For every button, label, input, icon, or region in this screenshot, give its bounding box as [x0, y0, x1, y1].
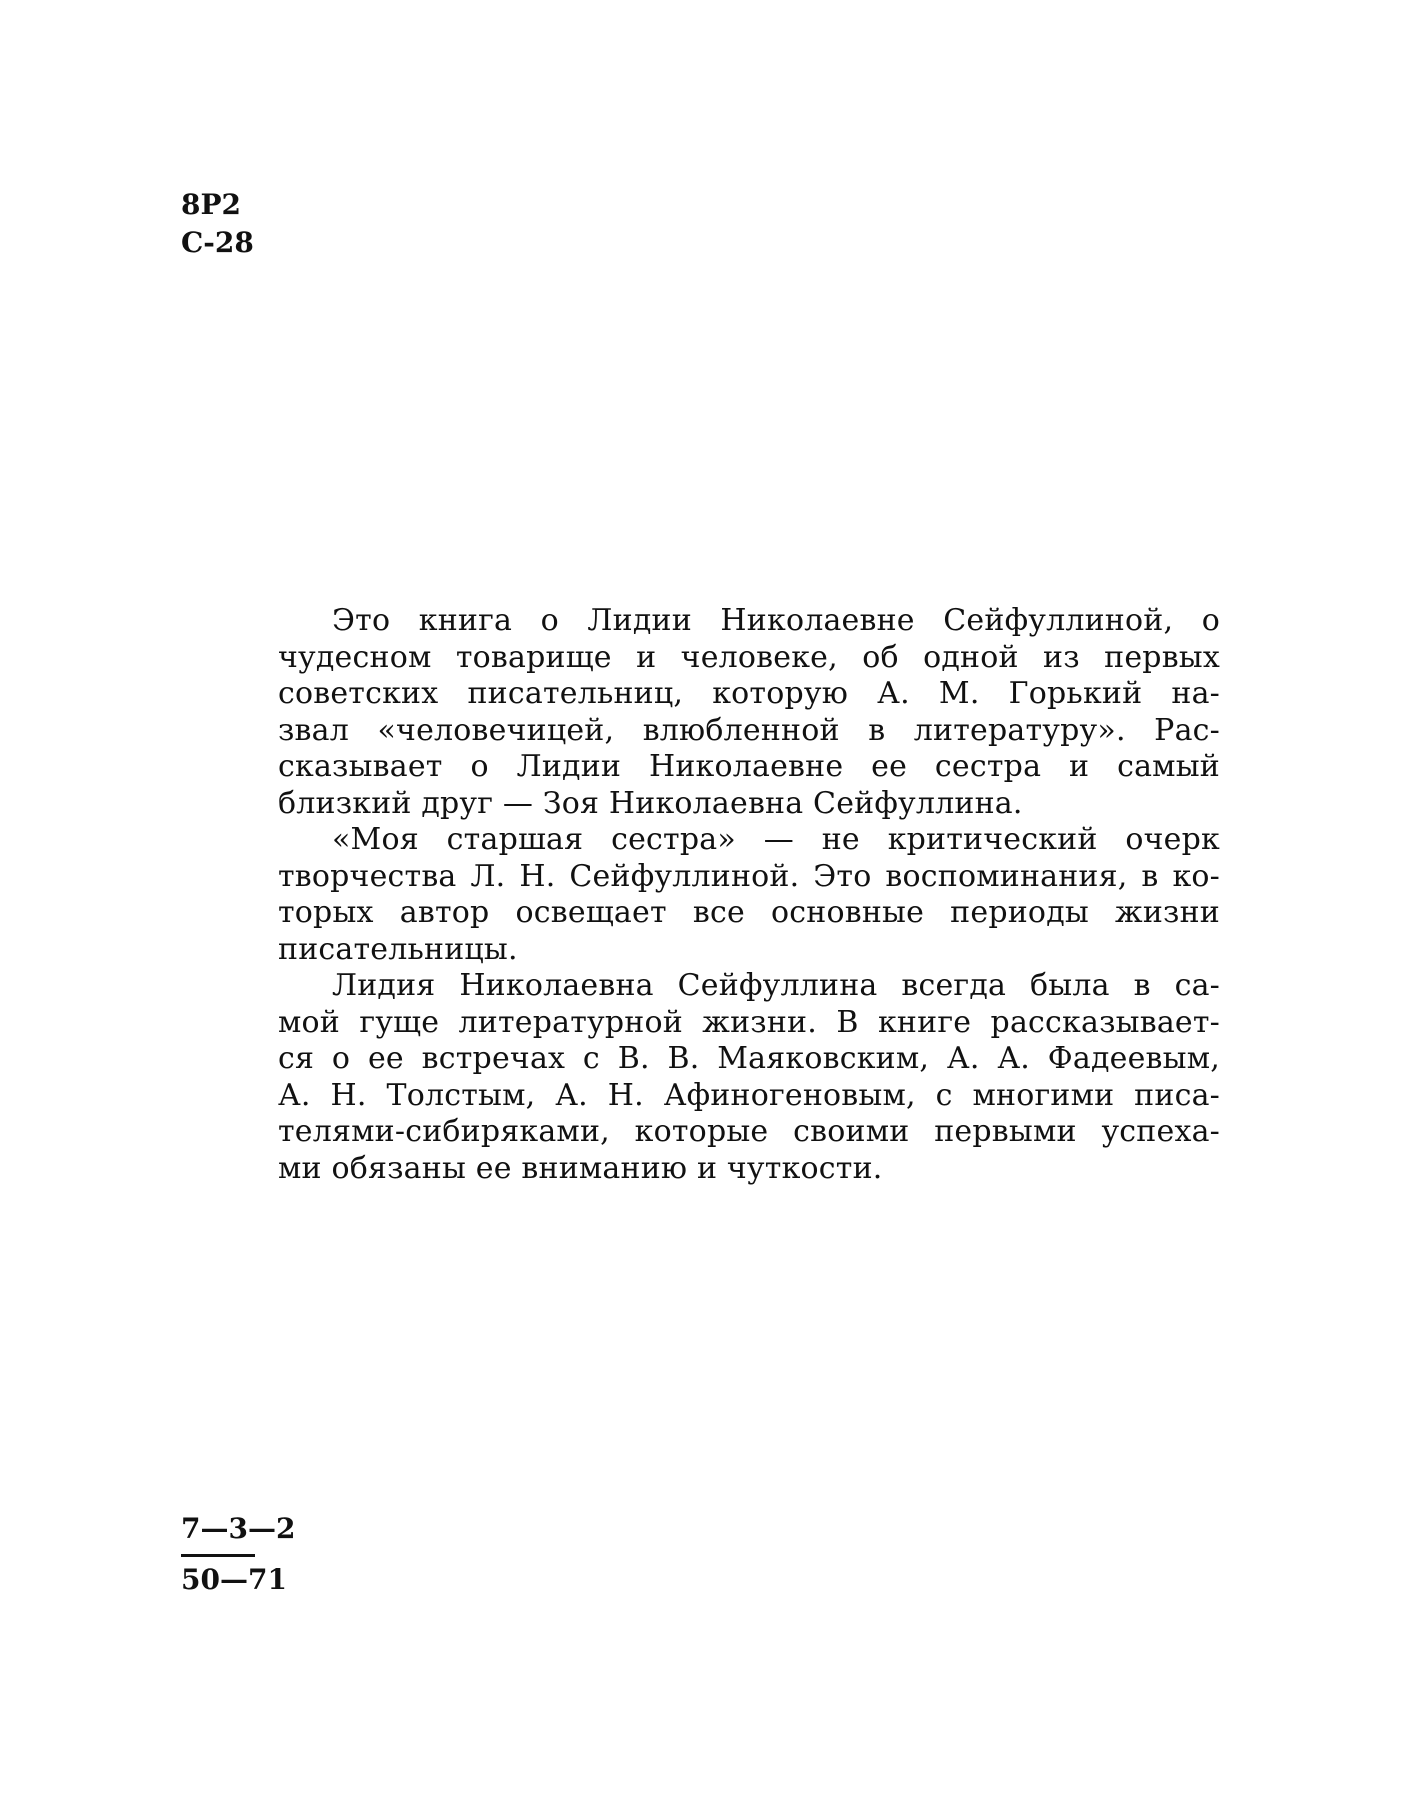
annotation-line: чудесном товарище и человеке, об одной из первых — [278, 639, 1220, 675]
annotation-line: звал «человечицей, влюбленной в литературу». Рас- — [278, 712, 1220, 748]
annotation-line: торых автор освещает все основные периоды жизни — [278, 895, 1220, 930]
annotation-line: писательницы. — [278, 931, 518, 967]
annotation-line: мой гуще литературной жизни. В книге рассказывает- — [278, 1004, 1220, 1040]
classification-codes — [181, 186, 254, 262]
author-mark: С-28 — [181, 226, 254, 259]
annotation-line: телями-сибиряками, которые своими первыми успеха- — [278, 1114, 1220, 1149]
annotation-line: сказывает о Лидии Николаевне ее сестра и самый — [278, 749, 1220, 784]
annotation-line: «Моя старшая сестра» — не критический очерк — [332, 822, 1220, 857]
imprint-denominator: 50—71 — [181, 1563, 287, 1596]
annotation-line: советских писательниц, которую А. М. Горький на- — [278, 676, 1220, 711]
annotation-line: близкий друг — Зоя Николаевна Сейфуллина. — [278, 785, 1023, 821]
annotation-line: творчества Л. Н. Сейфуллиной. Это воспоминания, в ко- — [278, 858, 1220, 894]
annotation-line: Лидия Николаевна Сейфуллина всегда была в са- — [332, 968, 1220, 1003]
imprint-numerator: 7—3—2 — [181, 1512, 296, 1545]
annotation-line: ми обязаны ее вниманию и чуткости. — [278, 1150, 883, 1186]
annotation-text — [278, 603, 1220, 1187]
annotation-line: А. Н. Толстым, А. Н. Афиногеновым, с многими писа- — [278, 1077, 1220, 1113]
annotation-line: ся о ее встречах с В. В. Маяковским, А. А. Фадеевым, — [278, 1041, 1220, 1076]
imprint-code — [181, 1513, 295, 1596]
fraction-rule — [181, 1554, 255, 1557]
bbk-index: 8Р2 — [181, 188, 242, 221]
annotation-line: Это книга о Лидии Николаевне Сейфуллиной, о — [332, 603, 1220, 638]
